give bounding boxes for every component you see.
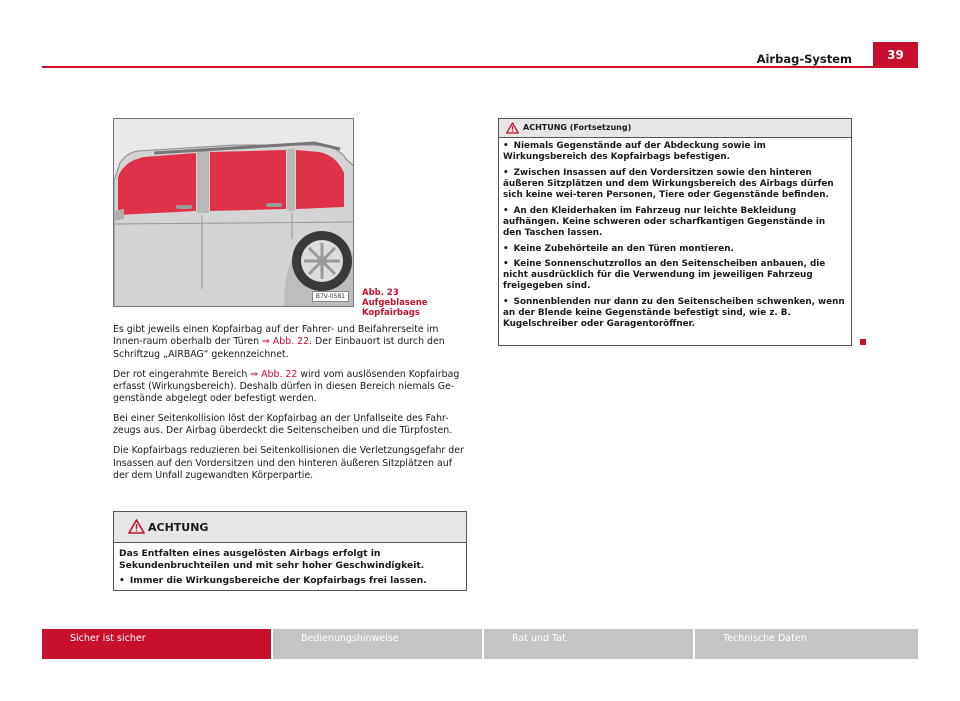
page-number: 39 bbox=[873, 42, 918, 68]
warning-item: • Keine Sonnenschutzrollos an den Seitenscheiben anbauen, die nicht ausdrücklich für die Verwendung im jeweiligen Fahrzeug freigegeben sind. bbox=[503, 259, 826, 292]
tab-sicher-ist-sicher[interactable]: Sicher ist sicher bbox=[42, 629, 271, 659]
tab-rat-und-tat[interactable]: Rat und Tat bbox=[484, 629, 693, 659]
paragraph-4: Die Kopfairbags reduzieren bei Seitenkollisionen die Verletzungsgefahr der Insassen auf den Vordersitzen und den hinteren äußeren Sitzplätzen auf der dem Unfall zugewandten Körperpartie. bbox=[113, 445, 464, 481]
footer-nav bbox=[42, 629, 918, 659]
warning-item: • Immer die Wirkungsbereiche der Kopfairbags frei lassen. bbox=[119, 575, 427, 587]
warning-item: • Sonnenblenden nur dann zu den Seitenscheiben schwenken, wenn an der Blende keine Gegenstände befestigt sind, wie z. B. Kugelschreiber oder Garagentoröffner. bbox=[503, 296, 845, 330]
warning-icon bbox=[128, 519, 145, 534]
warning-continued-body bbox=[499, 138, 851, 331]
warning-item: • Keine Zubehörteile an den Türen montieren. bbox=[503, 243, 734, 254]
warning-item: • Zwischen Insassen auf den Vordersitzen sowie den hinteren äußeren Sitzplätzen und dem Wirkungsbereich des Airbags dürfen sich keine wei-teren Personen, Tiere oder Gegenstände befinden. bbox=[503, 167, 834, 201]
paragraph-2: Der rot eingerahmte Bereich ⇒ Abb. 22 wird vom auslösenden Kopfairbag erfasst (Wirkungsbereich). Deshalb dürfen in diesen Bereich niemals Ge-genstände abgelegt oder befestigt werden. bbox=[113, 368, 460, 405]
body-text bbox=[113, 324, 467, 490]
section-title: Airbag-System bbox=[756, 52, 852, 66]
warning-header bbox=[114, 512, 466, 543]
warning-item: • An den Kleiderhaken im Fahrzeug nur leichte Bekleidung aufhängen. Keine schweren oder scharfkantigen Gegenstände in den Taschen lassen. bbox=[503, 205, 826, 239]
section-end-marker bbox=[860, 339, 866, 345]
header-divider bbox=[42, 66, 918, 68]
airbag-figure bbox=[113, 118, 354, 307]
figure-code: B7V-0581 bbox=[312, 291, 349, 302]
car-illustration bbox=[114, 119, 354, 307]
figure-link[interactable]: ⇒ Abb. 22 bbox=[262, 336, 310, 348]
warning-box bbox=[113, 511, 467, 591]
tab-technische-daten[interactable]: Technische Daten bbox=[695, 629, 918, 659]
paragraph-1: Es gibt jeweils einen Kopfairbag auf der Fahrer- und Beifahrerseite im Innen-raum oberhalb der Türen ⇒ Abb. 22. Der Einbauort ist durch den Schriftzug „AIRBAG“ gekennzeichnet. bbox=[113, 324, 445, 360]
warning-icon bbox=[506, 122, 519, 134]
tab-bedienungshinweise[interactable]: Bedienungshinweise bbox=[273, 629, 482, 659]
paragraph-3: Bei einer Seitenkollision löst der Kopfairbag an der Unfallseite des Fahr-zeugs aus. Der Airbag überdeckt die Seitenscheiben und die Türpfosten. bbox=[113, 413, 453, 437]
warning-item: • Niemals Gegenstände auf der Abdeckung sowie im Wirkungsbereich des Kopfairbags befestigen. bbox=[503, 141, 766, 163]
figure-caption bbox=[362, 288, 462, 318]
warning-intro: Das Entfalten eines ausgelösten Airbags erfolgt in Sekundenbruchteilen und mit sehr hoher Geschwindigkeit. bbox=[119, 548, 425, 571]
caption-line-1: Abb. 23 Aufgeblasene bbox=[362, 288, 428, 308]
warning-continued-header bbox=[499, 119, 851, 138]
caption-line-2: Kopfairbags bbox=[362, 308, 420, 318]
warning-body bbox=[114, 543, 466, 587]
figure-link[interactable]: ⇒ Abb. 22 bbox=[250, 368, 298, 380]
warning-title: ACHTUNG bbox=[148, 521, 209, 534]
warning-continued-box bbox=[498, 118, 852, 346]
bullet: • bbox=[119, 575, 125, 587]
warning-continued-title: ACHTUNG (Fortsetzung) bbox=[523, 123, 632, 132]
